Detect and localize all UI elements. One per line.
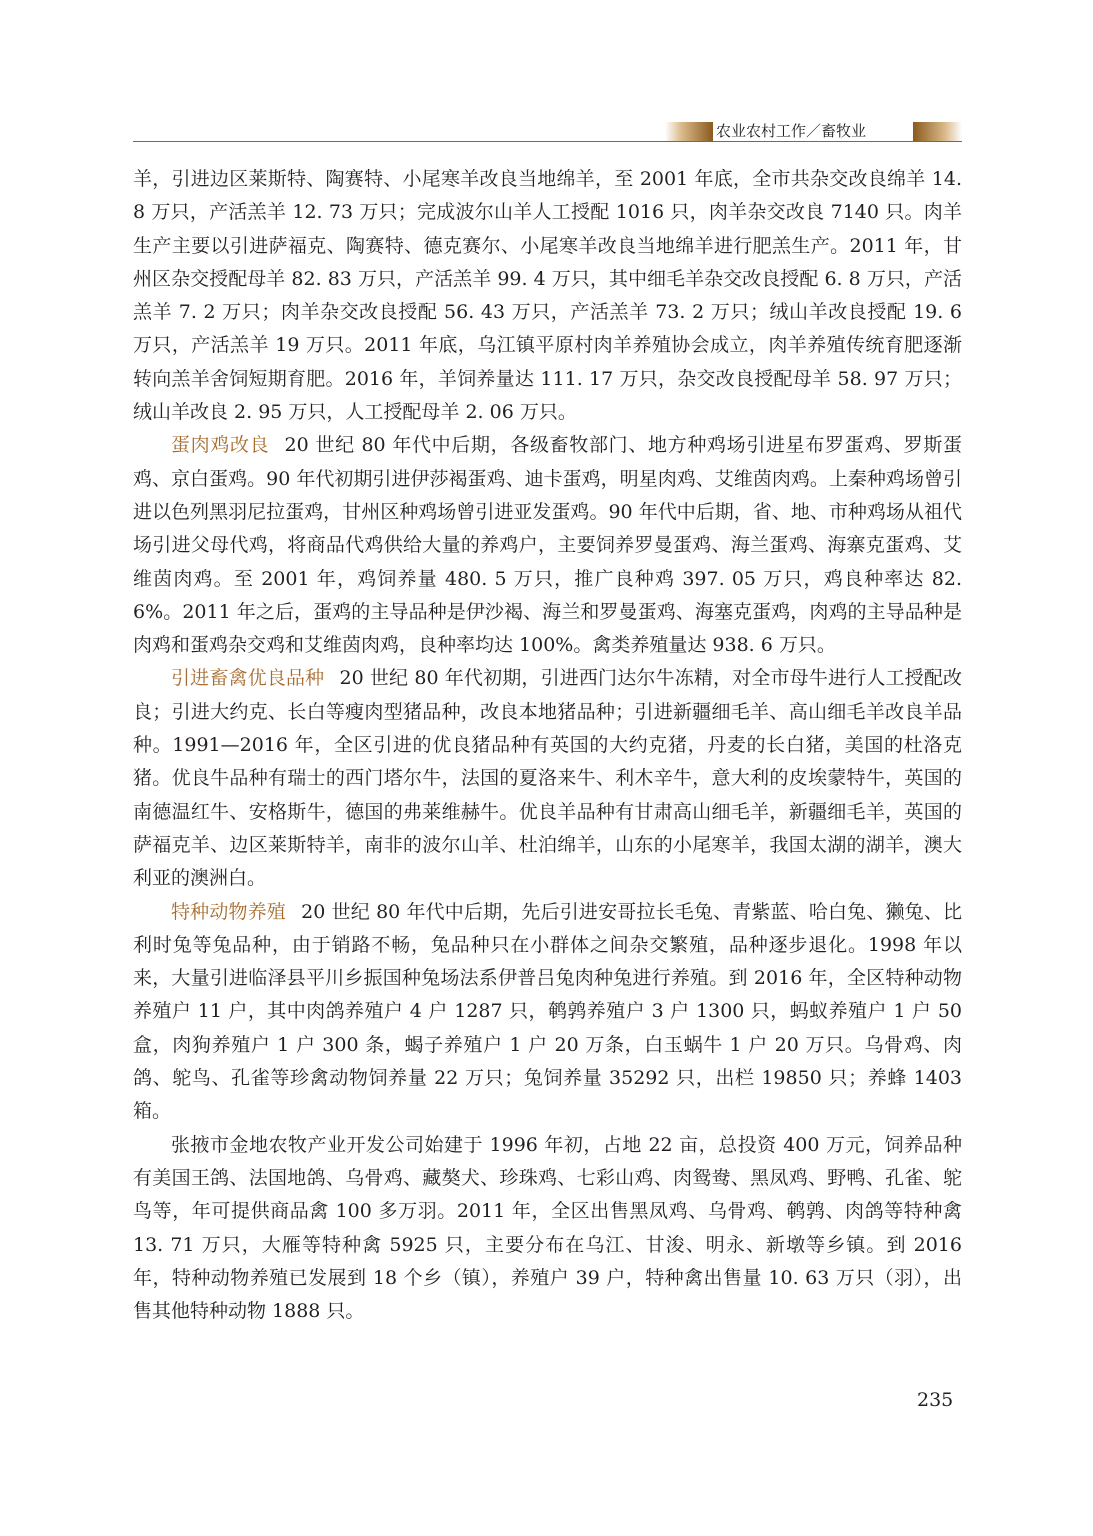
paragraph-special-animals	[133, 896, 962, 1129]
subhead-breed-introduction: 引进畜禽优良品种	[171, 667, 325, 690]
paragraph-chicken-improvement	[133, 429, 962, 662]
paragraph-text: 20 世纪 80 年代中后期，先后引进安哥拉长毛兔、青紫蓝、哈白兔、獭兔、比利时兔等兔品种，由于销路不畅，兔品种只在小群体之间杂交繁殖，品种逐步退化。1998 年以来，大量引进临泽县平川乡振国种兔场法系伊普吕兔肉种兔进行养殖。到 2016 年，全区特种动物养殖户 11 户，其中肉鸽养殖户 4 户 1287 只，鹌鹑养殖户 3 户 1300 只，蚂蚁养殖户 1 户 50 盒，肉狗养殖户 1 户 300 条，蝎子养殖户 1 户 20 万条，白玉蜗牛 1 户 20 万只。乌骨鸡、肉鸽、鸵鸟、孔雀等珍禽动物饲养量 22 万只；兔饲养量 35292 只，出栏 19850 只；养蜂 1403 箱。	[133, 900, 962, 1123]
subhead-special-animals: 特种动物养殖	[171, 900, 286, 923]
header-rule	[133, 141, 962, 142]
body-text	[133, 163, 962, 1328]
paragraph-breed-introduction	[133, 662, 962, 895]
subhead-chicken-improvement: 蛋肉鸡改良	[171, 434, 270, 457]
paragraph-sheep-improvement: 羊，引进边区莱斯特、陶赛特、小尾寒羊改良当地绵羊，至 2001 年底，全市共杂交改良绵羊 14. 8 万只，产活羔羊 12. 73 万只；完成波尔山羊人工授配 1016 只，肉羊杂交改良 7140 只。肉羊生产主要以引进萨福克、陶赛特、德克赛尔、小尾寒羊改良当地绵羊进行肥羔生产。2011 年，甘州区杂交授配母羊 82. 83 万只，产活羔羊 99. 4 万只，其中细毛羊杂交改良授配 6. 8 万只，产活羔羊 7. 2 万只；肉羊杂交改良授配 56. 43 万只，产活羔羊 73. 2 万只；绒山羊改良授配 19. 6 万只，产活羔羊 19 万只。2011 年底，乌江镇平原村肉羊养殖协会成立，肉羊养殖传统育肥逐渐转向羔羊舍饲短期育肥。2016 年，羊饲养量达 111. 17 万只，杂交改良授配母羊 58. 97 万只；绒山羊改良 2. 95 万只，人工授配母羊 2. 06 万只。	[133, 168, 962, 424]
paragraph-jindi-company: 张掖市金地农牧产业开发公司始建于 1996 年初，占地 22 亩，总投资 400 万元，饲养品种有美国王鸽、法国地鸽、乌骨鸡、藏獒犬、珍珠鸡、七彩山鸡、肉鸳鸯、黑凤鸡、野鸭、孔雀、鸵鸟等，年可提供商品禽 100 多万羽。2011 年，全区出售黑凤鸡、乌骨鸡、鹌鹑、肉鸽等特种禽 13. 71 万只，大雁等特种禽 5925 只，主要分布在乌江、甘浚、明永、新墩等乡镇。到 2016 年，特种动物养殖已发展到 18 个乡（镇），养殖户 39 户，特种禽出售量 10. 63 万只（羽），出售其他特种动物 1888 只。	[133, 1133, 962, 1323]
paragraph-text: 20 世纪 80 年代中后期，各级畜牧部门、地方种鸡场引进星布罗蛋鸡、罗斯蛋鸡、京白蛋鸡。90 年代初期引进伊莎褐蛋鸡、迪卡蛋鸡，明星肉鸡、艾维茵肉鸡。上秦种鸡场曾引进以色列黑羽尼拉蛋鸡，甘州区种鸡场曾引进亚发蛋鸡。90 年代中后期，省、地、市种鸡场从祖代场引进父母代鸡，将商品代鸡供给大量的养鸡户，主要饲养罗曼蛋鸡、海兰蛋鸡、海寨克蛋鸡、艾维茵肉鸡。至 2001 年，鸡饲养量 480. 5 万只，推广良种鸡 397. 05 万只，鸡良种率达 82. 6%。2011 年之后，蛋鸡的主导品种是伊沙褐、海兰和罗曼蛋鸡、海塞克蛋鸡，肉鸡的主导品种是肉鸡和蛋鸡杂交鸡和艾维茵肉鸡，良种率均达 100%。禽类养殖量达 938. 6 万只。	[133, 434, 962, 657]
paragraph-text: 20 世纪 80 年代初期，引进西门达尔牛冻精，对全市母牛进行人工授配改良；引进大约克、长白等瘦肉型猪品种，改良本地猪品种；引进新疆细毛羊、高山细毛羊改良羊品种。1991—2016 年，全区引进的优良猪品种有英国的大约克猪，丹麦的长白猪，美国的杜洛克猪。优良牛品种有瑞士的西门塔尔牛，法国的夏洛来牛、利木辛牛，意大利的皮埃蒙特牛，英国的南德温红牛、安格斯牛，德国的弗莱维赫牛。优良羊品种有甘肃高山细毛羊，新疆细毛羊，英国的萨福克羊、边区莱斯特羊，南非的波尔山羊、杜泊绵羊，山东的小尾寒羊，我国太湖的湖羊，澳大利亚的澳洲白。	[133, 667, 962, 890]
header-decoration-left	[665, 122, 713, 141]
header-section-title: 农业农村工作／畜牧业	[716, 122, 867, 140]
header-decoration-right	[913, 122, 962, 141]
page-number: 235	[917, 1389, 954, 1411]
